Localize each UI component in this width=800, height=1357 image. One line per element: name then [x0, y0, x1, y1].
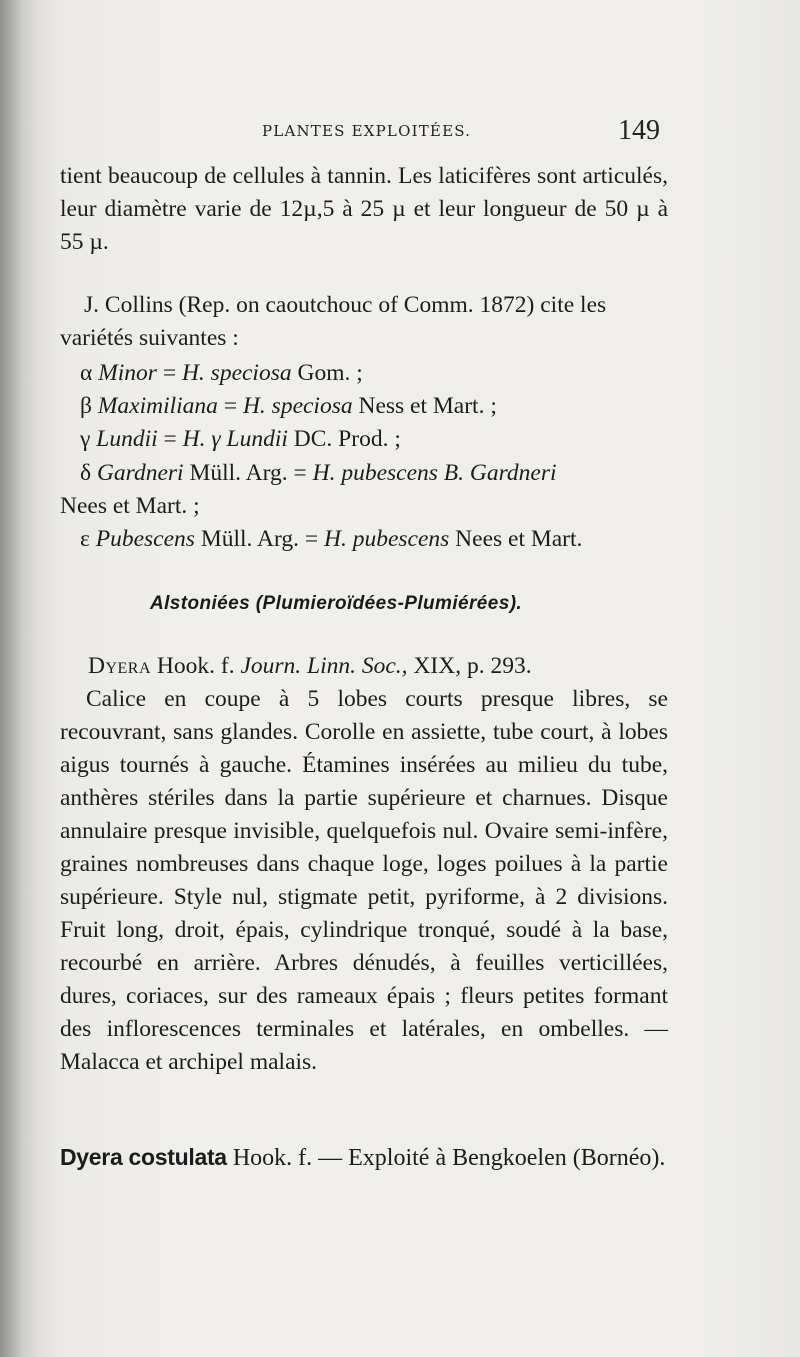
variety-item: ε Pubescens Müll. Arg. = H. pubescens Nees et Mart.	[80, 526, 583, 552]
section-heading: Alstoniées (Plumieroïdées-Plumiérées).	[150, 593, 523, 614]
page-number: 149	[618, 115, 660, 146]
genus-description: Calice en coupe à 5 lobes courts presque libres, se recouvrant, sans glandes. Corolle en assiette, tube court, à lobes aigus tournés à gauche. Étamines insérées au milieu du tube, anthères stériles dans la partie supérieure et charnues. Disque annulaire presque invisible, quelquefois nul. Ovaire semi-infère, graines nombreuses dans chaque loge, loges poilues à la partie supérieure. Style nul, stigmate petit, pyriforme, à 2 divisions. Fruit long, droit, épais, cylindrique tronqué, soudé à la base, recourbé en arrière. Arbres dénudés, à feuilles verticillées, dures, coriaces, sur des rameaux épais ; fleurs petites formant des inflorescences terminales et latérales, en ombelles. — Malacca et archipel malais.	[60, 686, 668, 1075]
species-name: Dyera costulata	[60, 1144, 227, 1170]
variety-item: β Maximiliana = H. speciosa Ness et Mart. ;	[80, 393, 497, 419]
genus-name: Dyera	[88, 653, 152, 679]
species-entry: Dyera costulata Hook. f. — Exploité à Bengkoelen (Bornéo).	[60, 1144, 666, 1171]
variety-item: α Minor = H. speciosa Gom. ;	[80, 360, 363, 386]
variety-item: δ Gardneri Müll. Arg. = H. pubescens B. Gardneri	[80, 460, 557, 486]
variety-item-continuation: Nees et Mart. ;	[60, 493, 200, 519]
collins-line-2: variétés suivantes :	[60, 325, 239, 351]
running-head: PLANTES EXPLOITÉES.	[262, 122, 472, 140]
collins-line-1: J. Collins (Rep. on caoutchouc of Comm. 1872) cite les	[84, 292, 607, 318]
variety-item: γ Lundii = H. γ Lundii DC. Prod. ;	[80, 426, 401, 452]
page-spine-shadow	[0, 0, 38, 1357]
genus-citation: Dyera Hook. f. Journ. Linn. Soc., XIX, p. 293.	[88, 653, 532, 679]
intro-paragraph: tient beaucoup de cellules à tannin. Les laticifères sont articulés, leur diamètre varie de 12µ,5 à 25 µ et leur longueur de 50 µ à 55 µ.	[60, 163, 668, 255]
